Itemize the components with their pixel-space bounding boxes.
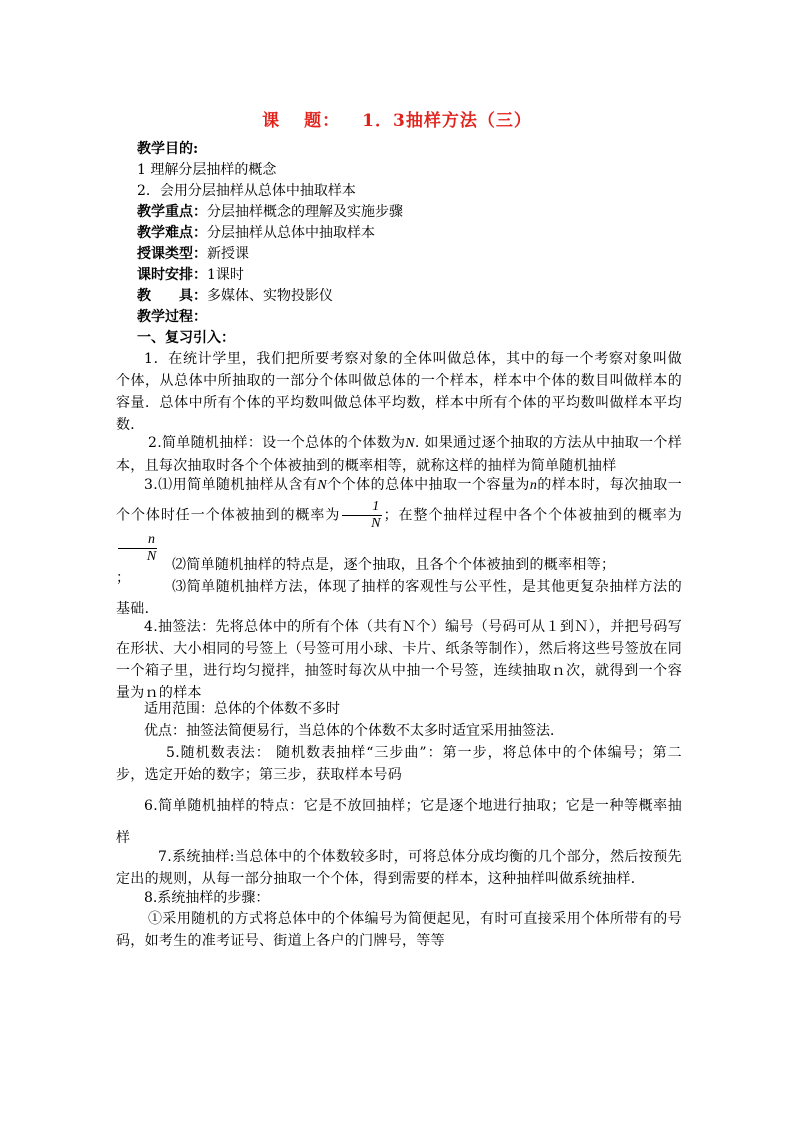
p3-text-d: ；在整个抽样过程中各个个体被抽到的概率为 (383, 507, 683, 524)
p2-text-b: . 如果通过逐个抽取的方法从中抽取一个样本，且每次抽取时各个个体被抽到的概率相等，就称这样的抽样为简单随机抽样 (116, 435, 683, 474)
lesson-type-text: 新授课 (207, 246, 249, 262)
frac1-denominator: N (371, 516, 381, 531)
frac2-denominator: N (146, 549, 157, 564)
paragraph-8: 优点：抽签法简便易行，当总体的个体数不太多时适宜采用抽签法． (144, 723, 564, 739)
lesson-type-label: 授课类型： (137, 246, 207, 262)
page-title (0, 106, 794, 131)
time-label: 课时安排： (137, 267, 207, 283)
paragraph-5: ⑶简单随机抽样方法，体现了抽样的客观性与公平性，是其他更复杂抽样方法的基础． (116, 579, 682, 617)
time-text: 1课时 (207, 267, 244, 283)
difficulty-row (137, 224, 375, 242)
key-point-row (137, 203, 403, 221)
paragraph-6: 4.抽签法：先将总体中的所有个体（共有Ｎ个）编号（号码可从１到Ｎ），并把号码写在形状、大小相同的号签上（号签可用小球、卡片、纸条等制作），然后将这些号签放在同一个箱子里，进行均匀搅拌，抽签时每次从中抽一个号签，连续抽取ｎ次，就得到一个容量为ｎ的样本 (116, 619, 682, 701)
paragraph-2 (116, 432, 682, 477)
p2-var-N: N (405, 436, 415, 451)
p3-var-n: n (529, 478, 538, 493)
paragraph-11: 7.系统抽样:当总体中的个体数较多时，可将总体分成均衡的几个部分，然后按预先定出的规则，从每一部分抽取一个个体，得到需要的样本，这种抽样叫做系统抽样． (116, 849, 682, 887)
frac1-numerator: 1 (342, 499, 381, 516)
tools-row (137, 287, 333, 305)
p3-text-c: 的样本时，每次抽取一个个体时任一个体被抽到的概率为 (116, 477, 682, 524)
difficulty-text: 分层抽样从总体中抽取样本 (207, 225, 375, 241)
p3-var-N: N (317, 478, 328, 493)
aim-1: 1 理解分层抽样的概念 (137, 162, 277, 178)
p3-text-e: ； (116, 570, 131, 586)
title-part1: 课 (262, 111, 281, 131)
title-part2: 题： (304, 111, 341, 131)
title-part3: 1．3抽样方法（三） (362, 111, 532, 131)
paragraph-13: ①采用随机的方式将总体中的个体编号为简便起见，有时可直接采用个体所带有的号码，如考生的准考证号、街道上各户的门牌号，等等 (116, 911, 682, 949)
p3-text-b: 个个体的总体中抽取一个容量为 (327, 477, 530, 493)
tools-text: 多媒体、实物投影仪 (207, 288, 333, 304)
difficulty-label: 教学难点： (137, 225, 207, 241)
frac2-numerator: n (118, 532, 157, 549)
paragraph-7: 适用范围：总体的个体数不多时 (144, 701, 340, 717)
aim-label: 教学目的: (137, 141, 199, 157)
fraction-1-over-N (342, 499, 381, 532)
paragraph-9: 5.随机数表法： 随机数表抽样“三步曲”：第一步，将总体中的个体编号；第二步，选定开始的数字；第三步，获取样本号码 (116, 745, 682, 783)
key-point-text: 分层抽样概念的理解及实施步骤 (207, 204, 403, 220)
time-row (137, 266, 244, 284)
paragraph-12: 8.系统抽样的步骤： (144, 890, 270, 906)
paragraph-4: ⑵简单随机抽样的特点是，逐个抽取，且各个个体被抽到的概率相等； (172, 557, 616, 573)
p2-text-a: 2.简单随机抽样：设一个总体的个体数为 (148, 435, 406, 451)
tools-label-1: 教 (137, 288, 151, 304)
paragraph-1: 1．在统计学里，我们把所要考察对象的全体叫做总体，其中的每一个考察对象叫做个体，从总体中所抽取的一部分个体叫做总体的一个样本，样本中个体的数目叫做样本的容量．总体中所有个体的平均数叫做总体平均数，样本中所有个体的平均数叫做样本平均数． (116, 351, 682, 433)
lesson-type-row (137, 245, 249, 263)
tools-label-2: 具： (179, 288, 207, 304)
review-heading: 一、复习引入： (137, 330, 235, 346)
key-point-label: 教学重点： (137, 204, 207, 220)
p3-text-a: 3.⑴用简单随机抽样从含有 (144, 477, 318, 493)
process-label: 教学过程： (137, 309, 207, 325)
paragraph-10: 6.简单随机抽样的特点：它是不放回抽样；它是逐个地进行抽取；它是一种等概率抽样 (116, 798, 682, 846)
aim-2: 2．会用分层抽样从总体中抽取样本 (137, 183, 356, 199)
